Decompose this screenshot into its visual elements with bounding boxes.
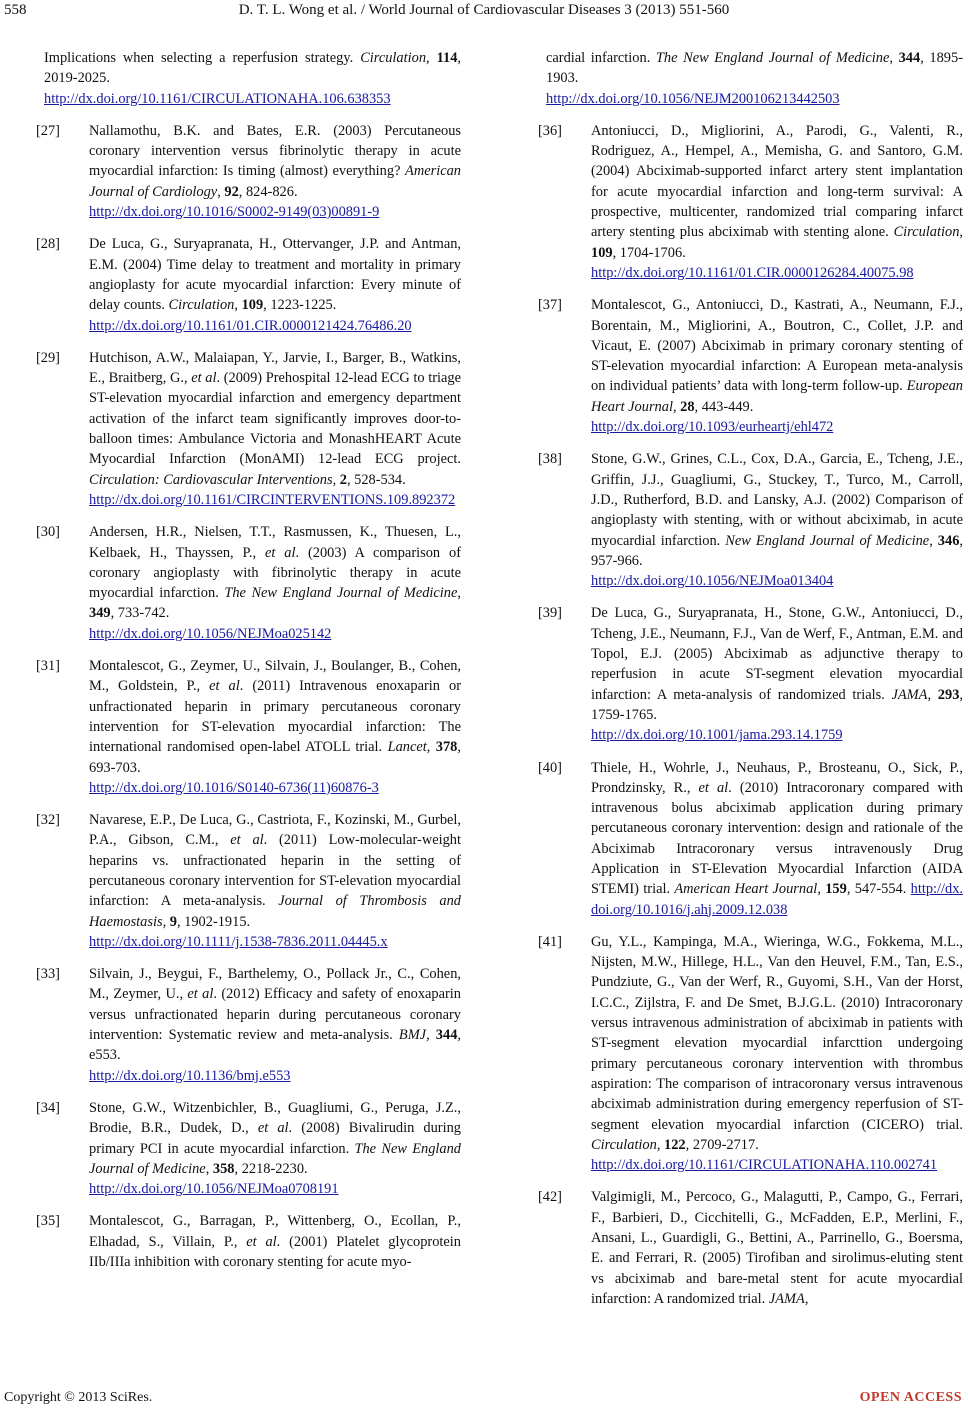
reference-authors: Silvain, J., Beygui, F., Barthelemy, O., Pollack Jr., C., Cohen, M., Zeymer, U., xyxy=(89,966,461,1003)
page-number: 558 xyxy=(4,2,27,18)
reference-doi-link[interactable]: http://dx.doi.org/10.1016/j.ahj.2009.12.038 xyxy=(591,881,963,918)
reference-pages: , 733-742. xyxy=(110,605,170,622)
reference-journal: Circulation xyxy=(168,297,235,314)
reference-entry: [32] Navarese, E.P., De Luca, G., Castriota, F., Kozinski, M., Gurbel, P.A., Gibson, C.M., et al. (2011) Low-molecular-weight heparins vs. unfractionated heparin in the setting of percutaneous coronary intervention for ST-elevation myocardial infarction: A meta-analysis. Journal of Thrombosis and Haemostasis, 9, 1902-1915. http://dx.doi.org/10.1111/j.1538-7836.2011.04445.x xyxy=(36,812,461,950)
reference-number: [32] xyxy=(36,812,60,829)
reference-volume: 159 xyxy=(825,881,847,898)
open-access-badge: OPEN ACCESS xyxy=(859,1390,962,1405)
reference-volume: 109 xyxy=(241,297,264,314)
reference-pages: , 547-554. xyxy=(846,881,911,898)
reference-journal: The New England Journal of Medicine xyxy=(224,585,458,602)
reference-volume: 2 xyxy=(339,471,347,488)
reference-authors: Gu, Y.L., Kampinga, M.A., Wieringa, W.G., Fokkema, M.L., Nijsten, M.W., Hillege, H.L., Van den Heuvel, F.M., Tan, E.S., Pundziute, G., Van der Werf, R., Guyomi, S.H., Van der Horst, I.C.C., Zijlstra, F. and De Smet, B.J.G.L. (2010) Intracoronary versus intravenous administration of abciximab in patients with ST-segment elevation myocardial infarcttion undergoing primary percutaneous coronary intervention with thrombus aspiration: The comparison of intracoronary versus intravenous abciximab administration during emergency reperfusion of ST-segment elevation myocardial infarction (CICERO) trial. xyxy=(591,933,963,1133)
reference-number: [34] xyxy=(36,1099,60,1116)
reference-journal: Circulation: Cardiovascular Interventions xyxy=(89,471,333,488)
reference-pages: , 693-703. xyxy=(89,739,461,776)
reference-authors: Thiele, H., Wohrle, J., Neuhaus, P., Brosteanu, O., Sick, P., Prondzinsky, R., xyxy=(591,759,963,796)
reference-pages: , xyxy=(804,1290,809,1307)
running-head: D. T. L. Wong et al. / World Journal of Cardiovascular Diseases 3 (2013) 551-560 xyxy=(238,2,730,18)
reference-journal: JAMA xyxy=(768,1290,805,1307)
reference-number: [31] xyxy=(36,658,60,675)
reference-journal: European Heart Journal xyxy=(591,378,963,415)
reference-pages: , 2218-2230. xyxy=(234,1160,308,1177)
reference-doi-link[interactable]: http://dx.doi.org/10.1161/CIRCULATIONAHA.110.002741 xyxy=(591,1157,938,1174)
reference-journal: JAMA xyxy=(891,686,928,703)
reference-pages: , 2709-2717. xyxy=(685,1136,759,1153)
page-footer xyxy=(0,1390,968,1414)
reference-entry: [34] Stone, G.W., Witzenbichler, B., Guagliumi, G., Peruga, J.Z., Brodie, B.R., Dudek, D., et al. (2008) Bivalirudin during primary PCI in acute myocardial infarction. The New England Journal of Medicine, 358, 2218-2230. http://dx.doi.org/10.1056/NEJMoa0708191 xyxy=(36,1099,461,1198)
reference-authors: Montalescot, G., Barragan, P., Wittenberg, O., Ecollan, P., Elhadad, S., Villain, P., xyxy=(89,1213,461,1250)
reference-volume: 92 xyxy=(224,183,239,200)
reference-authors: Nallamothu, B.K. and Bates, E.R. (2003) Percutaneous coronary intervention versus fibrinolytic therapy in acute myocardial infarction: Is timing (almost) everything? xyxy=(89,122,461,180)
reference-pages: , 957-966. xyxy=(591,532,963,569)
reference-entry xyxy=(538,1187,963,1309)
reference-doi-link[interactable]: http://dx.doi.org/10.1093/eurheartj/ehl472 xyxy=(591,419,834,436)
reference-title: . (2003) A comparison of coronary angioplasty with fibrinolytic therapy in acute myocardial infarction. xyxy=(89,544,461,602)
reference-authors: De Luca, G., Suryapranata, H., Stone, G.W., Antoniucci, D., Tcheng, J.E., Neumann, F.J., Van de Werf, F., Antman, E.M. and Topol, E.J. (2005) Abciximab as adjunctive therapy to reperfusion in acute ST-segment elevation myocardial infarction: A meta-analysis of randomized trials. xyxy=(591,605,963,703)
reference-volume: 358 xyxy=(212,1160,235,1177)
reference-authors: Hutchison, A.W., Malaiapan, Y., Jarvie, I., Barger, B., Watkins, E., Braitberg, G., xyxy=(89,349,461,387)
reference-title: . (2011) Low-molecular-weight heparins vs. unfractionated heparin in the setting of percutaneous coronary intervention for ST-elevation myocardial infarction: A meta-analysis. xyxy=(89,832,461,910)
reference-et-al: et al xyxy=(246,1233,277,1250)
reference-entry: [33] Silvain, J., Beygui, F., Barthelemy, O., Pollack Jr., C., Cohen, M., Zeymer, U., et al. (2012) Efficacy and safety of enoxaparin versus unfractionated heparin during percutaneous coronary intervention: Systematic review and meta-analysis. BMJ, 344, e553. http://dx.doi.org/10.1136/bmj.e553 xyxy=(36,966,461,1084)
reference-pages: , 824-826. xyxy=(238,183,298,200)
reference-number: [42] xyxy=(538,1189,562,1206)
reference-pages: , 443-449. xyxy=(694,398,754,415)
reference-doi-link[interactable]: http://dx.doi.org/10.1161/CIRCULATIONAHA.106.638353 xyxy=(44,90,391,107)
reference-doi-link[interactable]: http://dx.doi.org/10.1111/j.1538-7836.2011.04445.x xyxy=(89,933,388,950)
reference-title: . (2001) Platelet glycoprotein IIb/IIIa inhibition with coronary stenting for acute myo- xyxy=(89,1233,461,1271)
reference-title: . (2011) Intravenous enoxaparin or unfractionated heparin in primary percutaneous coronary intervention for ST-elevation myocardial infarction: The international randomised open-label ATOLL trial. xyxy=(89,678,461,756)
reference-et-al: et al xyxy=(230,832,264,849)
reference-entry: Implications when selecting a reperfusion strategy. Circulation, 114, 2019-2025. http://dx.doi.org/10.1161/CIRCULATIONAHA.106.638353 xyxy=(44,50,461,107)
reference-number: [33] xyxy=(36,966,60,983)
reference-volume: 344 xyxy=(898,50,921,66)
reference-entry: [31] Montalescot, G., Zeymer, U., Silvain, J., Boulanger, B., Cohen, M., Goldstein, P., et al. (2011) Intravenous enoxaparin or unfractionated heparin in primary percutaneous coronary intervention for ST-elevation myocardial infarction: The international randomised open-label ATOLL trial. Lancet, 378, 693-703. http://dx.doi.org/10.1016/S0140-6736(11)60876-3 xyxy=(36,658,461,796)
reference-volume: 293 xyxy=(937,686,960,703)
reference-authors: Implications when selecting a reperfusion strategy. xyxy=(44,50,361,66)
reference-doi-link[interactable]: http://dx.doi.org/10.1136/bmj.e553 xyxy=(89,1067,291,1084)
reference-journal: The New England Journal of Medicine xyxy=(89,1140,461,1177)
reference-pages: , e553. xyxy=(89,1027,461,1064)
reference-volume: 346 xyxy=(937,532,960,549)
reference-authors: Navarese, E.P., De Luca, G., Castriota, F., Kozinski, M., Gurbel, P.A., Gibson, C.M., xyxy=(89,812,461,849)
reference-volume: 349 xyxy=(89,605,111,622)
reference-pages: , 1895-1903. xyxy=(546,50,963,87)
reference-pages: , 2019-2025. xyxy=(44,50,461,87)
reference-authors: De Luca, G., Suryapranata, H., Ottervanger, J.P. and Antman, E.M. (2004) Time delay to treatment and mortality in primary angioplasty for acute myocardial infarction: Every minute of delay counts. xyxy=(89,236,461,314)
reference-doi-link[interactable]: http://dx.doi.org/10.1056/NEJMoa013404 xyxy=(591,573,834,590)
reference-doi-link[interactable]: http://dx.doi.org/10.1056/NEJMoa0708191 xyxy=(89,1181,339,1198)
reference-title: . (2010) Intracoronary compared with intravenous bolus abciximab application during primary percutaneous coronary intervention: design and rationale of the Abciximab Intracoronary versus intravenously Drug Application in ST-Elevation Myocardial Infarction (AIDA STEMI) trial. xyxy=(591,779,963,898)
reference-number: [29] xyxy=(36,349,60,366)
reference-doi-link[interactable]: http://dx.doi.org/10.1016/S0002-9149(03)00891-9 xyxy=(89,204,380,221)
reference-title: . (2008) Bivalirudin during primary PCI in acute myocardial infarction. xyxy=(89,1120,461,1157)
reference-entry: [37] Montalescot, G., Antoniucci, D., Kastrati, A., Neumann, F.J., Borentain, M., Migliorini, A., Boutron, C., Collet, J.P. and Vicaut, E. (2007) Abciximab in primary coronary stenting of ST-elevation myocardial infarction: A European meta-analysis on individual patients’ data with long-term follow-up. European Heart Journal, 28, 443-449. http://dx.doi.org/10.1093/eurheartj/ehl472 xyxy=(538,297,963,436)
reference-entry: [41] Gu, Y.L., Kampinga, M.A., Wieringa, W.G., Fokkema, M.L., Nijsten, M.W., Hillege, H.L., Van den Heuvel, F.M., Tan, E.S., Pundziute, G., Van der Werf, R., Guyomi, S.H., Van der Horst, I.C.C., Zijlstra, F. and De Smet, B.J.G.L. (2010) Intracoronary versus intravenous administration of abciximab in patients with ST-segment elevation myocardial infarcttion undergoing primary percutaneous coronary intervention with thrombus aspiration: The comparison of intracoronary versus intravenous abciximab administration during emergency reperfusion of ST-segment elevation myocardial infarction (CICERO) trial. Circulation, 122, 2709-2717. http://dx.doi.org/10.1161/CIRCULATIONAHA.110.002741 xyxy=(538,933,963,1174)
reference-volume: 344 xyxy=(435,1027,458,1044)
reference-entry: [38] Stone, G.W., Grines, C.L., Cox, D.A., Garcia, E., Tcheng, J.E., Griffin, J.J., Guagliumi, G., Stuckey, T., Turco, M., Carroll, J.D., Rutherford, B.D. and Lansky, A.J. (2002) Comparison of angioplasty with stenting, with or without abciximab, in acute myocardial infarction. New England Journal of Medicine, 346, 957-966. http://dx.doi.org/10.1056/NEJMoa013404 xyxy=(538,451,963,590)
reference-doi-link[interactable]: http://dx.doi.org/10.1056/NEJMoa025142 xyxy=(89,625,332,642)
reference-volume: 114 xyxy=(436,50,458,66)
reference-authors: cardial infarction. xyxy=(546,50,656,66)
left-column xyxy=(36,48,461,1284)
reference-number: [27] xyxy=(36,122,60,139)
reference-et-al: et al xyxy=(187,986,214,1003)
reference-entry xyxy=(36,1211,461,1272)
reference-et-al: et al xyxy=(209,678,240,695)
reference-pages: , 1704-1706. xyxy=(612,244,686,261)
reference-doi-link[interactable]: http://dx.doi.org/10.1161/CIRCINTERVENTIONS.109.892372 xyxy=(89,491,456,508)
reference-entry: [27] Nallamothu, B.K. and Bates, E.R. (2003) Percutaneous coronary intervention versus fibrinolytic therapy in acute myocardial infarction: Is timing (almost) everything? American Journal of Cardiology, 92, 824-826. http://dx.doi.org/10.1016/S0002-9149(03)00891-9 xyxy=(36,122,461,221)
reference-doi-link[interactable]: http://dx.doi.org/10.1001/jama.293.14.1759 xyxy=(591,727,843,744)
reference-pages: , 1759-1765. xyxy=(591,686,963,723)
reference-et-al: et al xyxy=(265,544,296,561)
reference-journal: Circulation xyxy=(893,224,960,241)
reference-volume: 109 xyxy=(591,244,613,261)
reference-number: [41] xyxy=(538,933,562,950)
reference-journal: American Journal of Cardiology xyxy=(89,163,461,200)
reference-entry: [40] Thiele, H., Wohrle, J., Neuhaus, P., Brosteanu, O., Sick, P., Prondzinsky, R., et al. (2010) Intracoronary compared with intravenous bolus abciximab application during primary percutaneous coronary intervention: design and rationale of the Abciximab Intracoronary versus intravenously Drug Application in ST-Elevation Myocardial Infarction (AIDA STEMI) trial. American Heart Journal, 159, 547-554. http://dx.doi.org/10.1016/j.ahj.2009.12.038 xyxy=(538,759,963,918)
reference-number: [28] xyxy=(36,236,60,253)
reference-authors: Andersen, H.R., Nielsen, T.T., Rasmussen, K., Thuesen, L., Kelbaek, H., Thayssen, P., xyxy=(89,524,461,561)
reference-doi-link[interactable]: http://dx.doi.org/10.1016/S0140-6736(11)60876-3 xyxy=(89,779,379,796)
reference-title: . (2009) Prehospital 12-lead ECG to triage ST-elevation myocardial infarction and emergency department activation of the infarct team significantly improves door-to-balloon times: Ambulance Victoria and MonashHEART Acute Myocardial Infarction (MonAMI) 12-lead ECG project. xyxy=(89,370,461,468)
right-column xyxy=(538,48,963,1321)
reference-number: [36] xyxy=(538,122,562,139)
reference-number: [35] xyxy=(36,1213,60,1230)
reference-pages: , 1223-1225. xyxy=(263,297,337,314)
reference-number: [37] xyxy=(538,297,562,314)
reference-number: [39] xyxy=(538,605,562,622)
reference-entry: cardial infarction. The New England Journal of Medicine, 344, 1895-1903. http://dx.doi.org/10.1056/NEJM200106213442503 xyxy=(546,50,963,107)
reference-title: . (2012) Efficacy and safety of enoxaparin versus unfractionated heparin during percutaneous coronary intervention: Systematic review and meta-analysis. xyxy=(89,986,461,1044)
reference-journal: Circulation xyxy=(360,50,427,66)
reference-authors: Stone, G.W., Witzenbichler, B., Guagliumi, G., Peruga, J.Z., Brodie, B.R., Dudek, D., xyxy=(89,1099,461,1137)
reference-journal: The New England Journal of Medicine xyxy=(655,50,890,66)
reference-volume: 122 xyxy=(664,1136,686,1153)
reference-entry: [28] De Luca, G., Suryapranata, H., Ottervanger, J.P. and Antman, E.M. (2004) Time delay to treatment and mortality in primary angioplasty for acute myocardial infarction: Every minute of delay counts. Circulation, 109, 1223-1225. http://dx.doi.org/10.1161/01.CIR.0000121424.76486.20 xyxy=(36,236,461,334)
reference-volume: 9 xyxy=(169,913,177,930)
reference-authors: Stone, G.W., Grines, C.L., Cox, D.A., Garcia, E., Tcheng, J.E., Griffin, J.J., Guagliumi, G., Stuckey, T., Turco, M., Carroll, J.D., Rutherford, B.D. and Lansky, A.J. (2002) Comparison of angioplasty with stenting, with or without abciximab, in acute myocardial infarction. xyxy=(591,451,963,549)
reference-pages: , 528-534. xyxy=(346,471,406,488)
reference-entry: [30] Andersen, H.R., Nielsen, T.T., Rasmussen, K., Thuesen, L., Kelbaek, H., Thayssen, P., et al. (2003) A comparison of coronary angioplasty with fibrinolytic therapy in acute myocardial infarction. The New England Journal of Medicine, 349, 733-742. http://dx.doi.org/10.1056/NEJMoa025142 xyxy=(36,524,462,642)
reference-journal: Journal of Thrombosis and Haemostasis xyxy=(89,893,461,930)
reference-authors: Valgimigli, M., Percoco, G., Malagutti, P., Campo, G., Ferrari, F., Barbieri, D., Cicchitelli, G., McFadden, E.P., Merlini, F., Ansani, L., Guardigli, G., Bettini, A., Parrinello, G., Boersma, E. and Ferrari, R. (2005) Tirofiban and sirolimus-eluting stent vs abciximab and bare-metal stent for acute myocardial infarction: A randomized trial. xyxy=(591,1189,963,1307)
reference-journal: New England Journal of Medicine xyxy=(725,532,930,549)
copyright-notice: Copyright © 2013 SciRes. xyxy=(4,1390,153,1405)
reference-journal: Circulation xyxy=(591,1136,657,1153)
reference-authors: Montalescot, G., Zeymer, U., Silvain, J., Boulanger, B., Cohen, M., Goldstein, P., xyxy=(89,658,461,695)
reference-journal: Lancet xyxy=(387,739,427,756)
reference-et-al: et al xyxy=(698,779,729,796)
reference-et-al: et al xyxy=(257,1120,289,1137)
reference-et-al: et al xyxy=(191,370,217,387)
reference-journal: American Heart Journal xyxy=(674,881,818,898)
reference-entry: [39] De Luca, G., Suryapranata, H., Stone, G.W., Antoniucci, D., Tcheng, J.E., Neumann, F.J., Van de Werf, F., Antman, E.M. and Topol, E.J. (2005) Abciximab as adjunctive therapy to reperfusion in acute ST-segment elevation myocardial infarction: A meta-analysis of randomized trials. JAMA, 293, 1759-1765. http://dx.doi.org/10.1001/jama.293.14.1759 xyxy=(538,605,963,744)
reference-doi-link[interactable]: http://dx.doi.org/10.1161/01.CIR.0000121424.76486.20 xyxy=(89,317,412,334)
reference-number: [38] xyxy=(538,451,562,468)
reference-entry: [36] Antoniucci, D., Migliorini, A., Parodi, G., Valenti, R., Rodriguez, A., Hempel, A., Memisha, G. and Santoro, G.M. (2004) Abciximab-supported infarct artery stent implantation for acute myocardial infarction and long-term survival: A prospective, multicenter, randomized trial comparing infarct artery stenting plus abciximab with stenting alone. Circulation, 109, 1704-1706. http://dx.doi.org/10.1161/01.CIR.0000126284.40075.98 xyxy=(538,122,963,281)
reference-doi-link[interactable]: http://dx.doi.org/10.1056/NEJM200106213442503 xyxy=(546,90,840,107)
reference-authors: Montalescot, G., Antoniucci, D., Kastrati, A., Neumann, F.J., Borentain, M., Migliorini, A., Boutron, C., Collet, J.P. and Vicaut, E. (2007) Abciximab in primary coronary stenting of ST-elevation myocardial infarction: A European meta-analysis on individual patients’ data with long-term follow-up. xyxy=(591,297,963,395)
page-header xyxy=(0,0,968,30)
reference-volume: 28 xyxy=(680,398,695,415)
reference-number: [30] xyxy=(36,524,60,541)
reference-entry: [29] Hutchison, A.W., Malaiapan, Y., Jarvie, I., Barger, B., Watkins, E., Braitberg, G., et al. (2009) Prehospital 12-lead ECG to triage ST-elevation myocardial infarction and emergency department activation of the infarct team significantly improves door-to-balloon times: Ambulance Victoria and MonashHEART Acute Myocardial Infarction (MonAMI) 12-lead ECG project. Circulation: Cardiovascular Interventions, 2, 528-534. http://dx.doi.org/10.1161/CIRCINTERVENTIONS.109.892372 xyxy=(36,349,461,508)
reference-number: [40] xyxy=(538,759,562,776)
reference-journal: BMJ xyxy=(398,1027,427,1044)
reference-authors: Antoniucci, D., Migliorini, A., Parodi, G., Valenti, R., Rodriguez, A., Hempel, A., Memisha, G. and Santoro, G.M. (2004) Abciximab-supported infarct artery stent implantation for acute myocardial infarction and long-term survival: A prospective, multicenter, randomized trial comparing infarct artery stenting plus abciximab with stenting alone. xyxy=(591,122,963,241)
reference-pages: , 1902-1915. xyxy=(176,913,251,930)
reference-volume: 378 xyxy=(435,739,458,756)
reference-doi-link[interactable]: http://dx.doi.org/10.1161/01.CIR.0000126284.40075.98 xyxy=(591,264,914,281)
